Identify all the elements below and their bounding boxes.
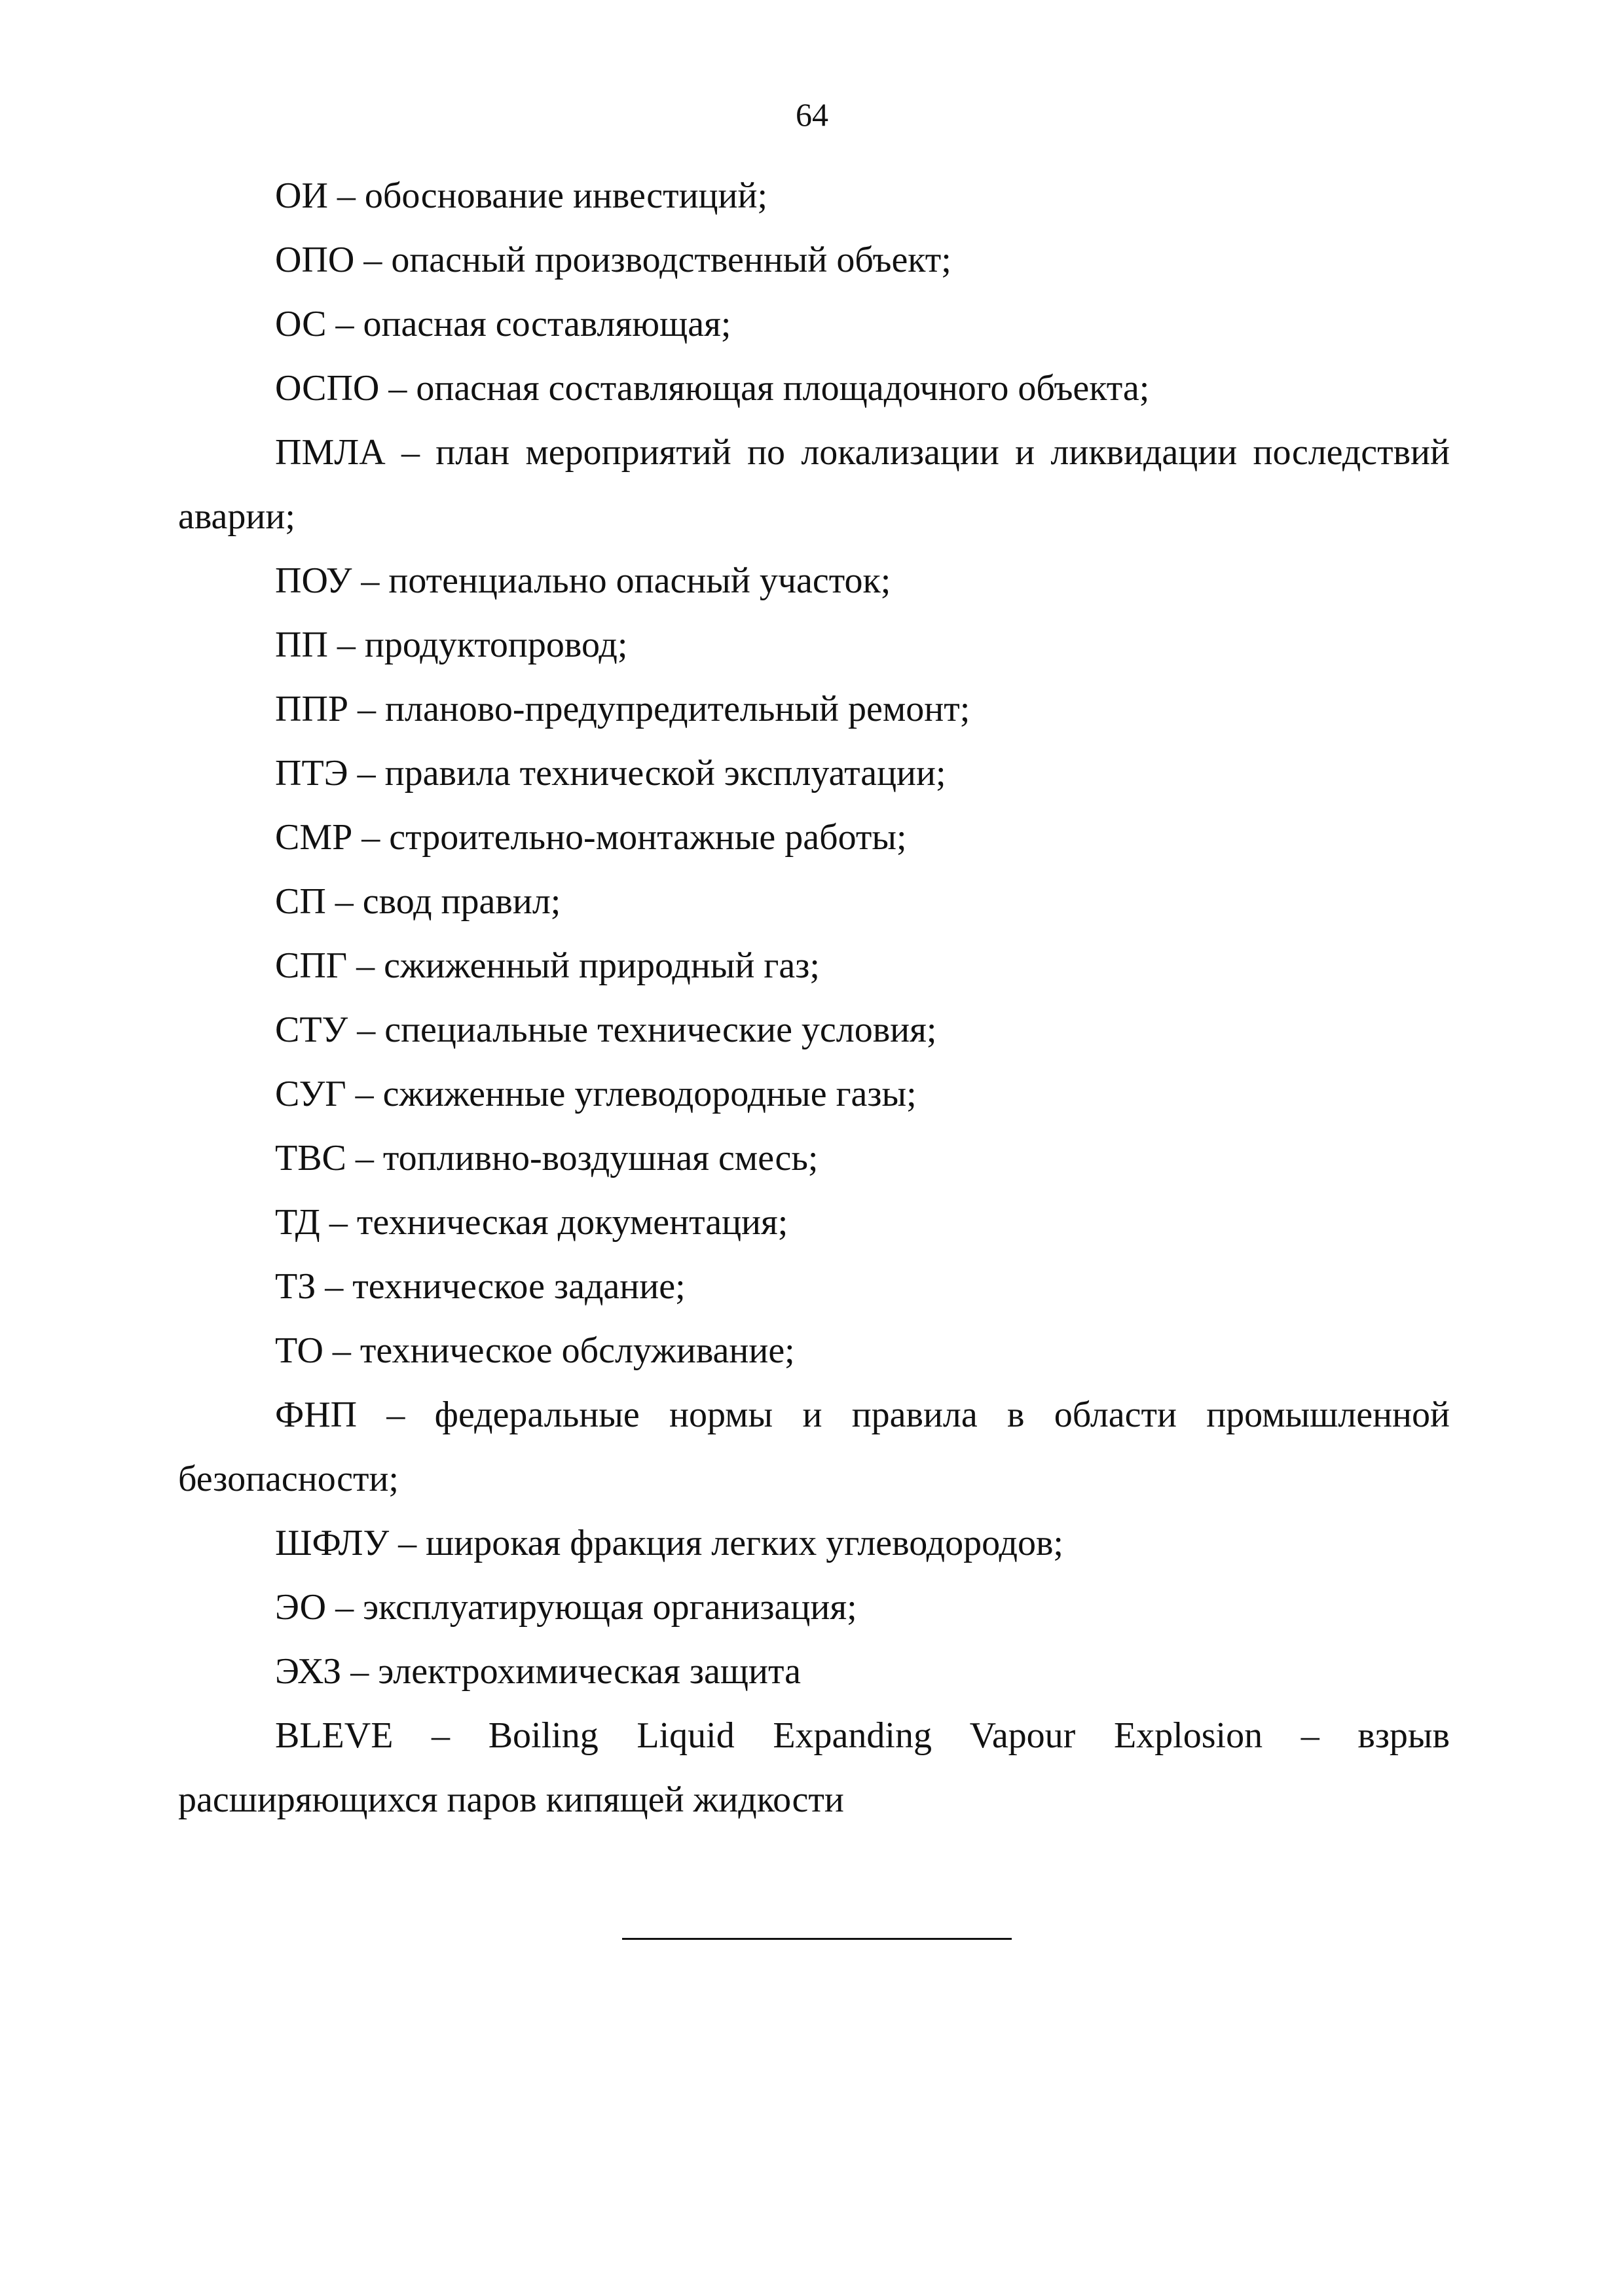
abbreviation-entry: BLEVE – Boiling Liquid Expanding Vapour Explosion – взрыв расширяющихся паров кипящей жидкости <box>178 1715 1450 1820</box>
abbreviation-entry: ШФЛУ – широкая фракция легких углеводородов; <box>275 1523 1063 1563</box>
end-separator-line <box>622 1938 1012 1940</box>
abbreviation-entry: СМР – строительно-монтажные работы; <box>275 817 907 858</box>
abbreviation-entry: ТВС – топливно-воздушная смесь; <box>275 1138 819 1178</box>
abbreviation-entry: ОИ – обоснование инвестиций; <box>275 175 768 216</box>
abbreviation-entry: ПП – продуктопровод; <box>275 625 628 665</box>
abbreviation-entry: ПМЛА – план мероприятий по локализации и ликвидации последствий аварии; <box>178 432 1450 537</box>
abbreviation-entry: ОСПО – опасная составляющая площадочного объекта; <box>275 368 1150 409</box>
abbreviation-entry: СУГ – сжиженные углеводородные газы; <box>275 1074 917 1114</box>
abbreviation-entry: ОС – опасная составляющая; <box>275 304 731 344</box>
abbreviation-entry: ТО – техническое обслуживание; <box>275 1330 795 1371</box>
abbreviation-entry: ПТЭ – правила технической эксплуатации; <box>275 753 946 793</box>
abbreviation-entry: ЭО – эксплуатирующая организация; <box>275 1587 857 1628</box>
abbreviation-entry: ФНП – федеральные нормы и правила в области промышленной безопасности; <box>178 1394 1450 1499</box>
abbreviation-entry: СП – свод правил; <box>275 881 561 922</box>
abbreviation-entry: СПГ – сжиженный природный газ; <box>275 945 820 986</box>
abbreviation-entry: ТД – техническая документация; <box>275 1202 788 1243</box>
abbreviation-entry: СТУ – специальные технические условия; <box>275 1010 937 1050</box>
abbreviation-entry: ОПО – опасный производственный объект; <box>275 240 951 280</box>
page-number: 64 <box>796 96 828 133</box>
abbreviation-entry: ППР – планово-предупредительный ремонт; <box>275 689 970 729</box>
abbreviation-entry: ТЗ – техническое задание; <box>275 1266 686 1307</box>
abbreviation-entry: ЭХЗ – электрохимическая защита <box>275 1651 801 1692</box>
abbreviation-list <box>178 164 1450 1832</box>
abbreviation-entry: ПОУ – потенциально опасный участок; <box>275 560 891 601</box>
